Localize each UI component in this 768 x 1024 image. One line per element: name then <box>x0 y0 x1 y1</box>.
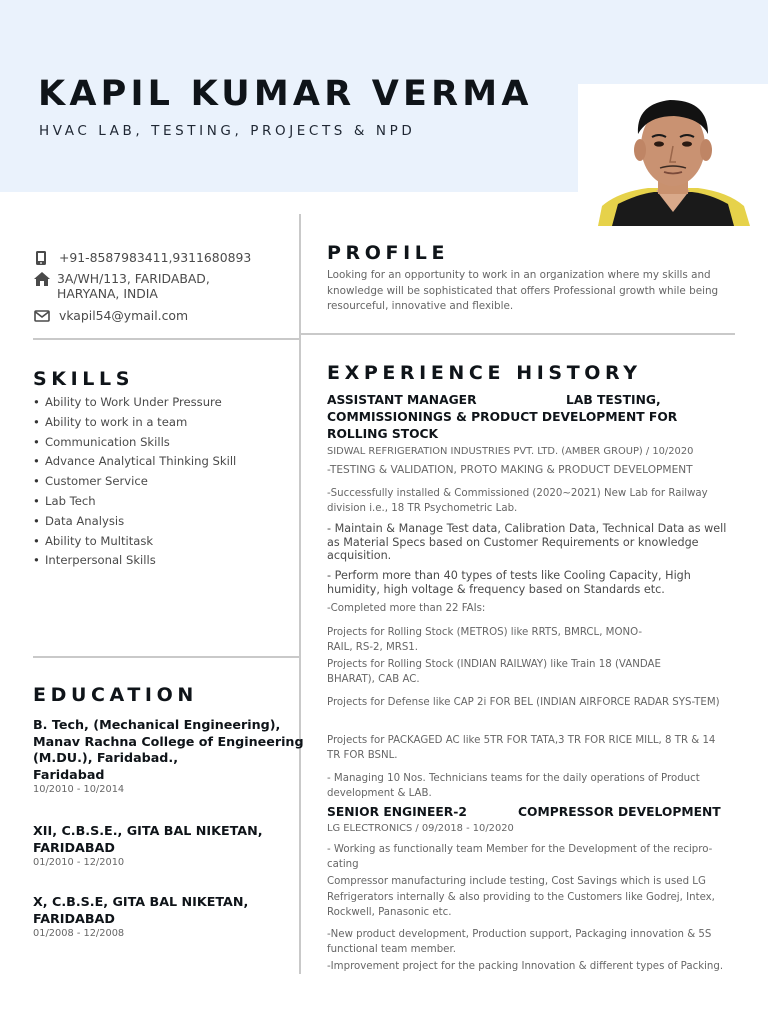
job1-bullet: - Managing 10 Nos. Technicians teams for the daily operations of Product development & LAB. <box>327 773 700 799</box>
edu-location: FARIDABAD <box>33 910 115 926</box>
mail-icon <box>33 308 51 324</box>
job2-bullet: - Working as functionally team Member for the Development of the recipro-cating <box>327 844 713 870</box>
edu-dates: 10/2010 - 10/2014 <box>33 784 125 795</box>
home-icon <box>33 271 51 287</box>
job1-bullet: - Maintain & Manage Test data, Calibration Data, Technical Data as well as Material Specs based on Customer Requirements or knowledge acquisition. <box>327 522 727 562</box>
education-entry-xii <box>33 823 263 868</box>
column-divider <box>299 214 301 974</box>
skills-list <box>33 395 236 573</box>
job2-title-dept: COMPRESSOR DEVELOPMENT <box>518 805 721 819</box>
job1-bullet: Projects for PACKAGED AC like 5TR FOR TATA,3 TR FOR RICE MILL, 8 TR & 14 TR FOR BSNL. <box>327 735 716 761</box>
address-line-1: 3A/WH/113, FARIDABAD, <box>57 271 210 286</box>
divider-skills <box>33 656 299 658</box>
edu-degree: XII, C.B.S.E., GITA BAL NIKETAN, <box>33 823 263 838</box>
edu-dates: 01/2010 - 12/2010 <box>33 857 125 868</box>
job1-bullet: -Completed more than 22 FAIs: <box>327 603 486 614</box>
education-heading: EDUCATION <box>33 684 198 706</box>
skill-item: • Interpersonal Skills <box>33 553 236 573</box>
skills-heading: SKILLS <box>33 368 134 390</box>
candidate-name: KAPIL KUMAR VERMA <box>38 74 533 114</box>
edu-institution: Manav Rachna College of Engineering <box>33 733 304 749</box>
skill-item: • Communication Skills <box>33 435 236 455</box>
skill-item: • Data Analysis <box>33 514 236 534</box>
job2-bullet: -Improvement project for the packing Innovation & different types of Packing. <box>327 961 724 972</box>
job1-bullet: - Perform more than 40 types of tests like Cooling Capacity, High humidity, high voltage & frequency based on Standards etc. <box>327 569 691 596</box>
edu-degree: B. Tech, (Mechanical Engineering), <box>33 717 281 732</box>
skill-item: • Ability to Work Under Pressure <box>33 395 236 415</box>
education-entry-btech <box>33 717 304 795</box>
phone-icon <box>33 250 51 266</box>
profile-heading: PROFILE <box>327 242 450 264</box>
skill-item: • Ability to Multitask <box>33 534 236 554</box>
phone-text: +91-8587983411,9311680893 <box>59 250 252 265</box>
education-entry-x <box>33 894 248 939</box>
skill-item: • Ability to work in a team <box>33 415 236 435</box>
divider-profile <box>301 333 735 335</box>
skill-item: • Customer Service <box>33 474 236 494</box>
edu-location: FARIDABAD <box>33 839 115 855</box>
job2-company: LG ELECTRONICS / 09/2018 - 10/2020 <box>327 823 514 834</box>
job1-title-cont2: ROLLING STOCK <box>327 427 439 441</box>
experience-heading: EXPERIENCE HISTORY <box>327 362 642 384</box>
job1-bullet: -Successfully installed & Commissioned (2020~2021) New Lab for Railway division i.e., 18 TR Psychometric Lab. <box>327 488 708 514</box>
job1-title-cont: COMMISSIONINGS & PRODUCT DEVELOPMENT FOR <box>327 410 678 424</box>
job2-bullet: -New product development, Production support, Packaging innovation & 5S functional team member. <box>327 929 712 955</box>
profile-photo <box>578 84 768 226</box>
edu-dates: 01/2008 - 12/2008 <box>33 928 125 939</box>
skill-item: • Lab Tech <box>33 494 236 514</box>
job1-bullet: Projects for Rolling Stock (METROS) like RRTS, BMRCL, MONO-RAIL, RS-2, MRS1. <box>327 627 643 653</box>
job1-bullet: Projects for Rolling Stock (INDIAN RAILWAY) like Train 18 (VANDAE BHARAT), CAB AC. <box>327 659 661 685</box>
job2-bullet: Compressor manufacturing include testing, Cost Savings which is used LG Refrigerators internally & also providing to the Customers like Godrej, Intex, Rockwell, Panasonic etc. <box>327 876 715 918</box>
address-line-2: HARYANA, INDIA <box>57 286 158 301</box>
divider-contact <box>33 338 299 340</box>
job1-bullet: Projects for Defense like CAP 2i FOR BEL (INDIAN AIRFORCE RADAR SYS-TEM) <box>327 697 720 708</box>
portrait-image <box>578 84 768 226</box>
job1-company: SIDWAL REFRIGERATION INDUSTRIES PVT. LTD. (AMBER GROUP) / 10/2020 <box>327 446 694 457</box>
edu-institution-cont: (M.DU.), Faridabad., <box>33 750 179 765</box>
job1-summary: -TESTING & VALIDATION, PROTO MAKING & PRODUCT DEVELOPMENT <box>327 464 693 476</box>
job2-title: SENIOR ENGINEER-2 <box>327 805 467 819</box>
edu-degree: X, C.B.S.E, GITA BAL NIKETAN, <box>33 894 249 909</box>
skill-item: • Advance Analytical Thinking Skill <box>33 454 236 474</box>
candidate-subtitle: HVAC LAB, TESTING, PROJECTS & NPD <box>39 123 416 139</box>
profile-text: Looking for an opportunity to work in an organization where my skills and knowledge will be sophisticated that offers Professional growth while being resourceful, innovative and flexible. <box>327 269 719 313</box>
job1-title-dept: LAB TESTING, <box>566 393 661 407</box>
job1-title: ASSISTANT MANAGER <box>327 393 477 407</box>
email-text[interactable]: vkapil54@ymail.com <box>59 308 189 323</box>
edu-location: Faridabad <box>33 766 105 782</box>
